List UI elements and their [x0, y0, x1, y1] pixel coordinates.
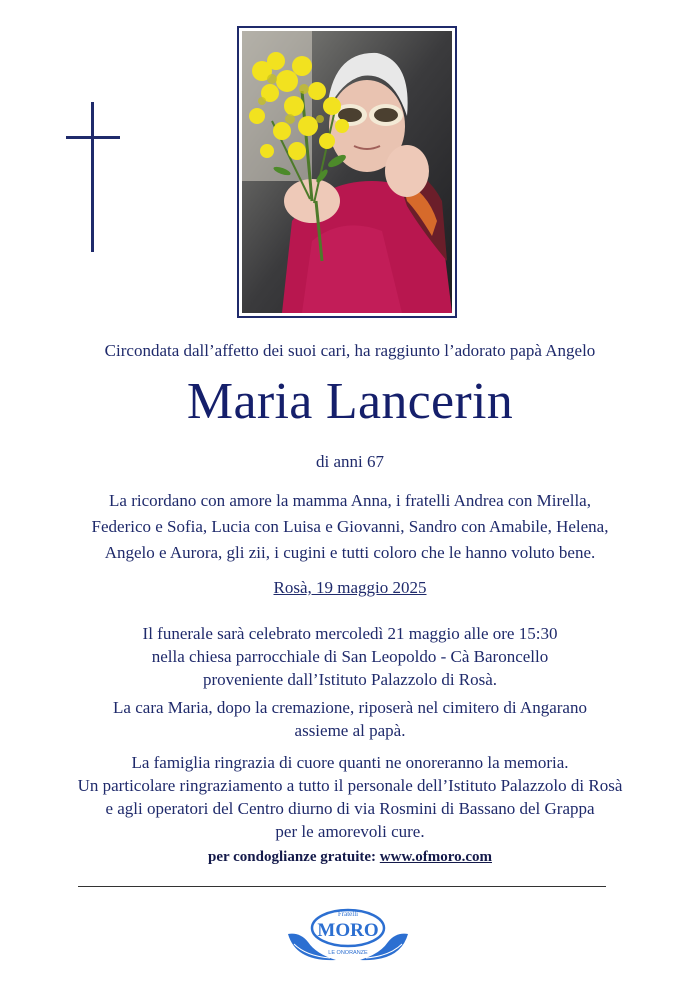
fratelli-moro-logo: [286, 904, 410, 966]
thanks-line: Un particolare ringraziamento a tutto il personale dell’Istituto Palazzolo di Rosà: [77, 776, 623, 795]
cremation-line: La cara Maria, dopo la cremazione, riposerà nel cimitero di Angarano: [113, 698, 587, 717]
thanks-line: e agli operatori del Centro diurno di via Rosmini di Bassano del Grappa: [105, 799, 595, 818]
thanks-message: [0, 751, 700, 843]
divider: [78, 886, 606, 887]
condolences-link[interactable]: www.ofmoro.com: [379, 849, 492, 865]
funeral-line: nella chiesa parrocchiale di San Leopoldo - Cà Baroncello: [151, 647, 549, 666]
funeral-line: proveniente dall’Istituto Palazzolo di Rosà.: [202, 670, 498, 689]
condolences: [0, 849, 700, 866]
funeral-details: [0, 622, 700, 691]
cremation-line: assieme al papà.: [294, 721, 406, 740]
family-line: Federico e Sofia, Lucia con Luisa e Giovanni, Sandro con Amabile, Helena,: [91, 517, 609, 536]
family-line: La ricordano con amore la mamma Anna, i fratelli Andrea con Mirella,: [109, 491, 591, 510]
cremation-details: [0, 696, 700, 742]
thanks-line: La famiglia ringrazia di cuore quanti ne onoreranno la memoria.: [131, 753, 569, 772]
thanks-line: per le amorevoli cure.: [275, 822, 425, 841]
family-announcement: [0, 488, 700, 566]
funeral-line: Il funerale sarà celebrato mercoledì 21 maggio alle ore 15:30: [142, 624, 558, 643]
logo-main-text: MORO: [317, 920, 379, 941]
date-place-text: Rosà, 19 maggio 2025: [273, 578, 427, 597]
intro-text: Circondata dall’affetto dei suoi cari, ha raggiunto l’adorato papà Angelo: [104, 341, 596, 360]
portrait-photo: [237, 26, 457, 318]
condolences-label: per condoglianze gratuite:: [208, 849, 377, 865]
date-place: [0, 578, 700, 598]
family-line: Angelo e Aurora, gli zii, i cugini e tutti coloro che le hanno voluto bene.: [104, 543, 596, 562]
cross-icon: [66, 102, 120, 252]
deceased-name: Maria Lancerin: [186, 373, 514, 430]
logo-bottom-text: LE ONORANZE: [328, 950, 368, 956]
age-text: di anni 67: [316, 452, 384, 471]
logo-top-text: Fratelli: [337, 910, 359, 918]
